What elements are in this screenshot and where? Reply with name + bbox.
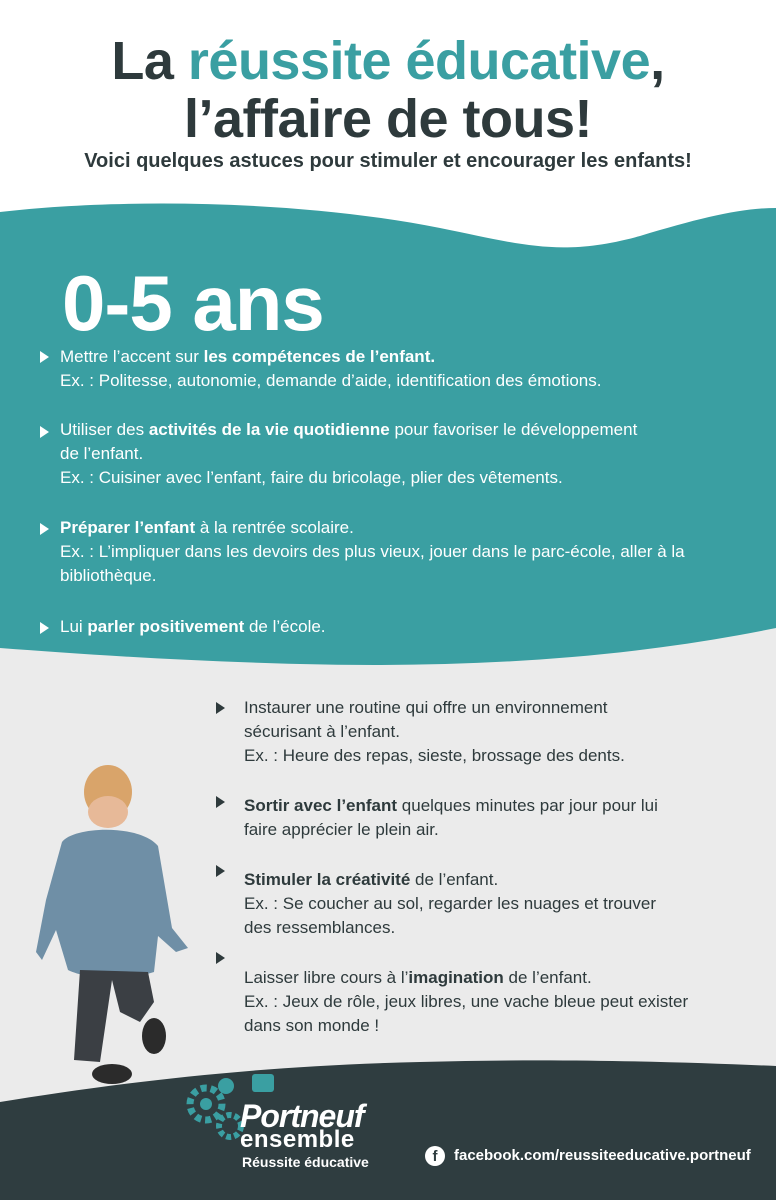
tip-example: Ex. : L’impliquer dans les devoirs des plus vieux, jouer dans le parc-école, aller à la — [60, 542, 685, 561]
tip-text: de l’enfant. — [503, 968, 592, 987]
tip-text: sécurisant à l’enfant. — [244, 722, 400, 741]
tip-bold: les compétences de l’enfant. — [203, 347, 436, 366]
tip-vie-quotidienne — [60, 418, 740, 490]
tip-plein-air — [244, 794, 724, 842]
tip-routine — [244, 696, 724, 768]
tip-text: de l’école. — [244, 617, 326, 636]
tip-text: Laisser libre cours à l’ — [244, 968, 409, 987]
logo-tagline: Réussite éducative — [242, 1154, 369, 1170]
tip-text: de l’enfant. — [60, 444, 144, 463]
bullet-icon — [40, 622, 49, 634]
tip-text: à la rentrée scolaire. — [195, 518, 354, 537]
logo-ensemble: ensemble — [240, 1126, 355, 1153]
tip-bold: activités de la vie quotidienne — [148, 420, 390, 439]
facebook-link[interactable]: facebook.com/reussiteeducative.portneuf — [454, 1147, 751, 1164]
tip-example: Ex. : Heure des repas, sieste, brossage des dents. — [244, 746, 625, 765]
title-line-1 — [0, 30, 776, 92]
subtitle: Voici quelques astuces pour stimuler et encourager les enfants! — [84, 150, 692, 172]
tip-example: Ex. : Politesse, autonomie, demande d’aide, identification des émotions. — [60, 371, 602, 390]
bullet-icon — [216, 952, 225, 964]
tip-creativite — [244, 868, 724, 940]
tip-text: quelques minutes par jour pour lui — [397, 796, 658, 815]
tip-text: pour favoriser le développement — [389, 420, 638, 439]
tip-example: Ex. : Cuisiner avec l’enfant, faire du bricolage, plier des vêtements. — [60, 468, 563, 487]
title-suffix: , — [650, 31, 665, 91]
bullet-icon — [40, 426, 49, 438]
age-range-heading: 0-5 ans — [62, 259, 324, 347]
tip-text: Mettre l’accent sur — [60, 347, 204, 366]
tip-bold: Préparer l’enfant — [60, 518, 196, 537]
tip-text: Utiliser des — [60, 420, 149, 439]
tip-rentree-scolaire — [60, 516, 740, 588]
tip-parler-positivement — [60, 615, 740, 639]
facebook-icon[interactable]: f — [425, 1146, 445, 1166]
tip-bold: parler positivement — [87, 617, 245, 636]
title-prefix: La — [111, 31, 188, 91]
tip-text: Lui — [60, 617, 88, 636]
tip-text: faire apprécier le plein air. — [244, 820, 439, 839]
bullet-icon — [40, 351, 49, 363]
tip-text: de l’enfant. — [410, 870, 499, 889]
bullet-icon — [216, 796, 225, 808]
logo-portneuf: Portneuf — [240, 1098, 364, 1134]
title-line-2: l’affaire de tous! — [183, 89, 593, 149]
tip-example: dans son monde ! — [244, 1016, 380, 1035]
bullet-icon — [216, 702, 225, 714]
tip-example: bibliothèque. — [60, 566, 157, 585]
tip-bold: Stimuler la créativité — [244, 870, 411, 889]
tip-text: Instaurer une routine qui offre un environnement — [244, 698, 608, 717]
tip-competences — [60, 345, 740, 393]
bullet-icon — [216, 865, 225, 877]
tip-bold: Sortir avec l’enfant — [244, 796, 398, 815]
tip-bold: imagination — [408, 968, 504, 987]
tip-imagination — [244, 966, 724, 1038]
bullet-icon — [40, 523, 49, 535]
title-accent: réussite éducative — [187, 31, 651, 91]
tip-example: Ex. : Jeux de rôle, jeux libres, une vache bleue peut exister — [244, 992, 689, 1011]
tip-example: des ressemblances. — [244, 918, 396, 937]
tip-example: Ex. : Se coucher au sol, regarder les nuages et trouver — [244, 894, 657, 913]
